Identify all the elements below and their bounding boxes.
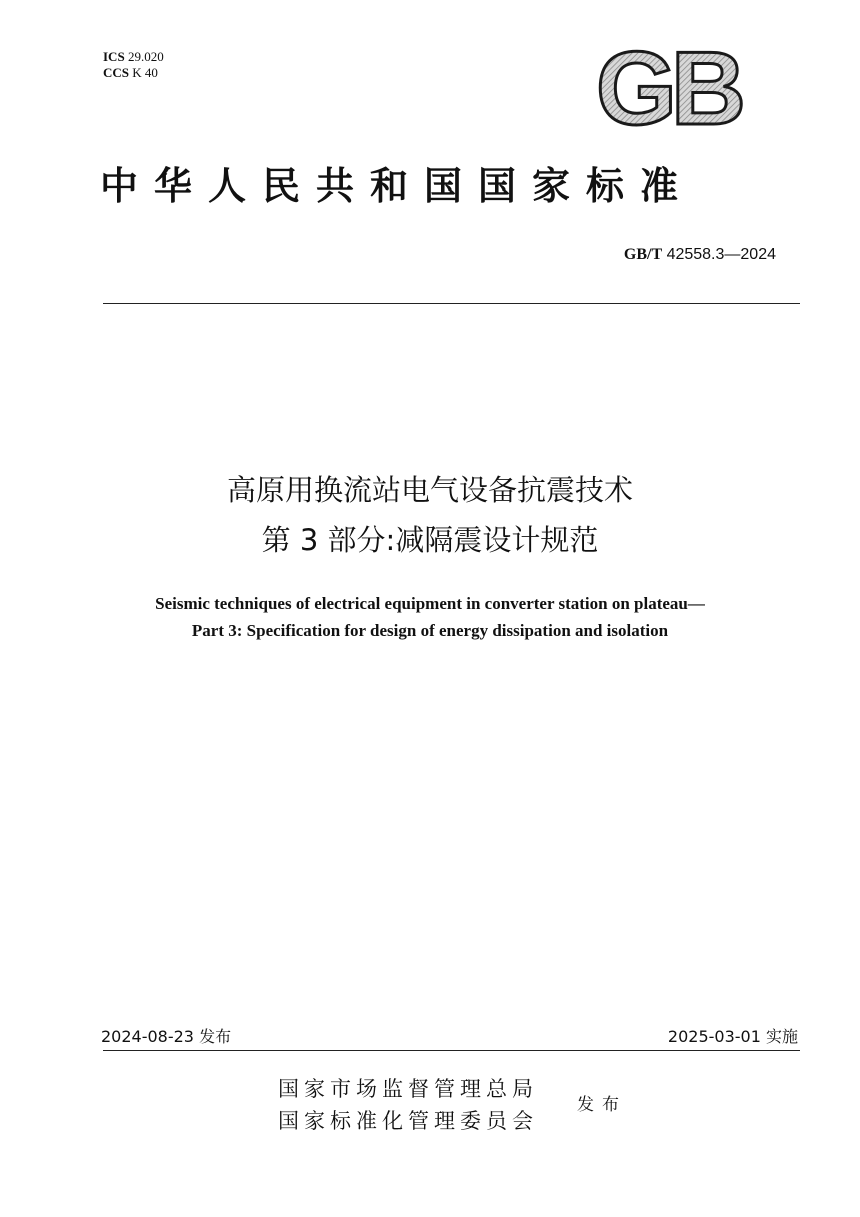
standard-code: 42558.3—2024 (666, 246, 776, 263)
standard-number (624, 244, 776, 266)
national-standard-heading: 中华人民共和国国家标准 (100, 163, 695, 208)
issuer-samr: 国家市场监督管理总局 (278, 1077, 538, 1101)
chinese-title-line-1: 高原用换流站电气设备抗震技术 (226, 473, 633, 507)
ics-line (103, 49, 164, 65)
bottom-divider (103, 1050, 800, 1051)
english-title-line-1: Seismic techniques of electrical equipment in converter station on plateau— (155, 594, 705, 613)
ccs-code: K 40 (132, 65, 158, 80)
ics-label: ICS (103, 49, 125, 64)
english-title-line-2: Part 3: Specification for design of energy dissipation and isolation (191, 621, 669, 640)
top-divider (103, 303, 800, 304)
ccs-label: CCS (103, 65, 130, 80)
gb-logo-text: GB (596, 44, 740, 132)
classification-codes (103, 49, 164, 81)
standard-prefix: GB/T (623, 246, 663, 263)
issuer-sac: 国家标准化管理委员会 (278, 1109, 538, 1133)
gb-logo (584, 44, 752, 132)
issue-date: 2024-08-23 发布 (101, 1027, 232, 1046)
ics-code: 29.020 (127, 49, 164, 64)
implementation-date: 2025-03-01 实施 (667, 1027, 798, 1046)
gb-logo-graphic (584, 44, 752, 132)
ccs-line (103, 65, 164, 81)
publish-label: 发布 (577, 1095, 627, 1115)
chinese-title-line-2: 第 3 部分:减隔震设计规范 (261, 523, 599, 557)
